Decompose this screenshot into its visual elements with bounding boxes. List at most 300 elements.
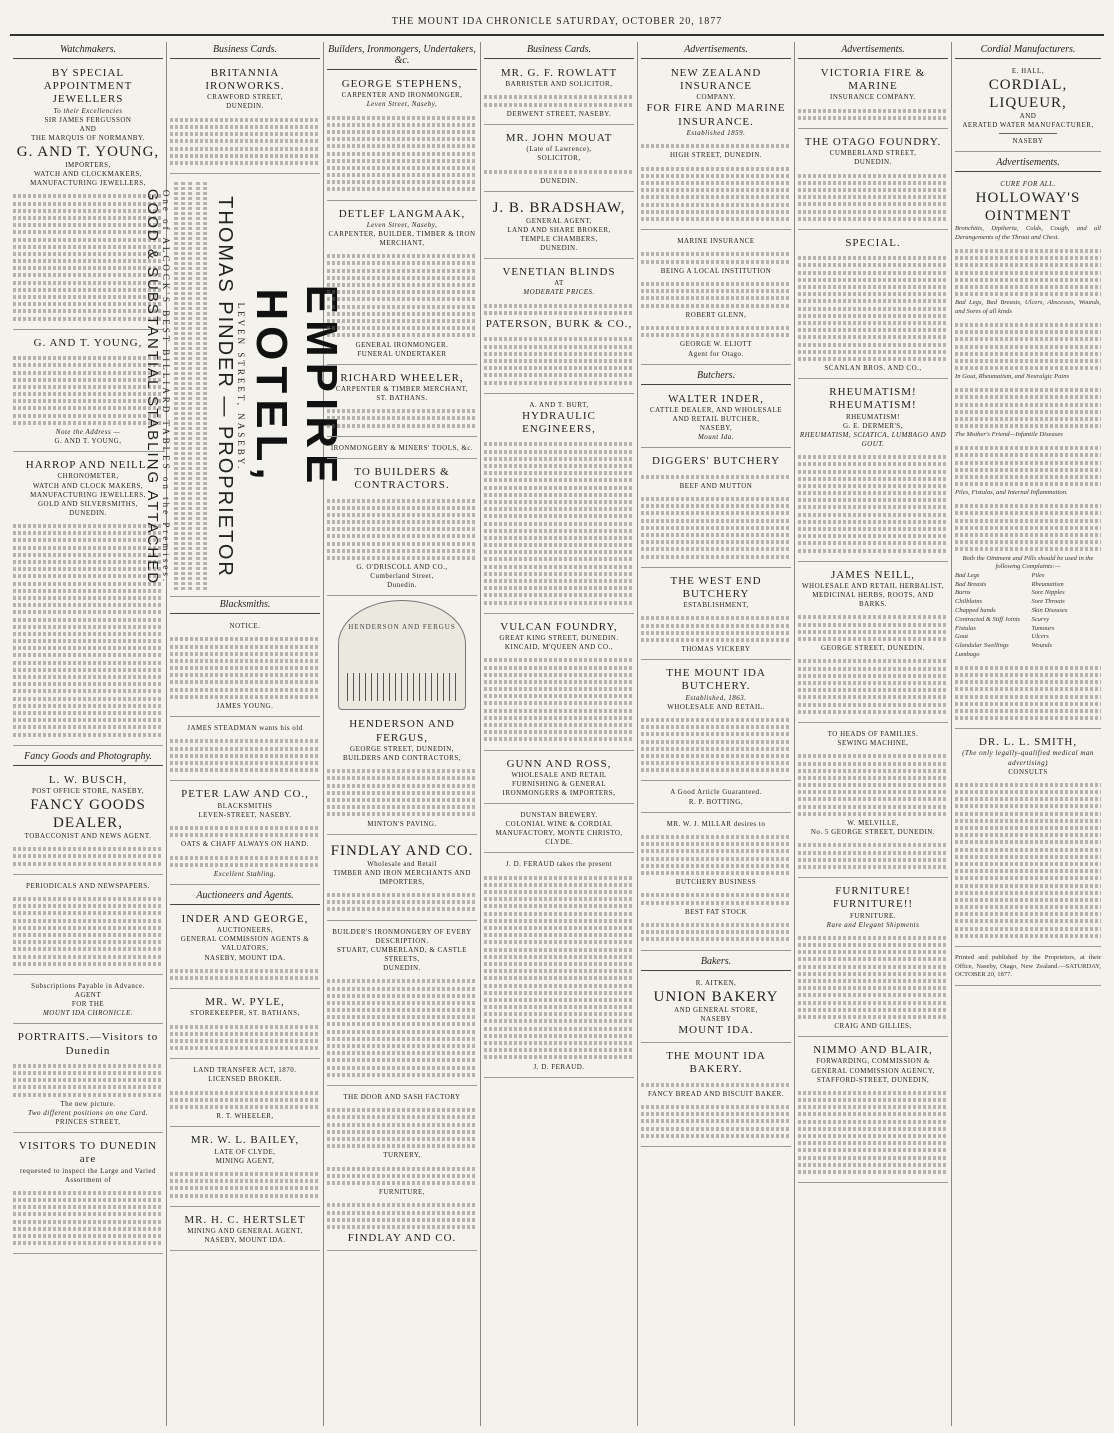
advert-botting [641,784,791,812]
complaint-item: Sore Throats [1031,598,1065,606]
advert-title: FURNITURE! FURNITURE!! [832,885,914,911]
advert-subtitle: Leven Street, Naseby, [366,220,438,229]
divider [999,133,1057,134]
advert-subtitle: SEWING MACHINE, [837,739,909,748]
advert-subtitle: DUNEDIN. [854,158,892,167]
advert-title: MR. G. F. ROWLATT [500,67,618,79]
advert-subtitle: MINING AND GENERAL AGENT, [187,1226,303,1235]
masthead-title: THE MOUNT IDA CHRONICLE SATURDAY, OCTOBER 20, 1877 [391,16,723,27]
advert-subtitle: MINING AGENT, [215,1156,275,1165]
advert-subtitle: WATCH AND CLOCK MAKERS, [32,481,144,490]
body-text [798,748,948,816]
advert-heading: The Mother's Friend—Infantile Diseases [955,431,1063,439]
body-text [327,248,477,337]
advert-title: RICHARD WHEELER, [340,371,464,384]
advert-young [13,63,163,330]
column-heading: Bakers. [641,954,791,971]
advert-subtitle: BEING A LOCAL INSTITUTION [660,266,772,275]
body-text [327,973,477,1077]
advert-neill [798,565,948,723]
body-text [327,109,477,191]
advert-trade: MANUFACTURING JEWELLERS, [30,179,146,188]
complaint-list [955,572,1101,660]
advert-title: THE WEST END BUTCHERY [670,574,762,600]
column-3 [324,42,481,1426]
advert-otago-foundry [798,132,948,230]
advert-visitors [13,1136,163,1254]
body-text [170,1018,320,1050]
advert-subtitle: LICENSED BROKER. [208,1075,282,1084]
body-text [798,930,948,1019]
advert-title: MR. JOHN MOUAT [505,131,613,144]
column-6 [795,42,952,1426]
advert-subtitle: MANUFACTURING JEWELLERS, [30,490,146,499]
advert-title: MR. W. L. BAILEY, [190,1134,300,1147]
advert-subtitle: CHRONOMETER, [57,472,119,481]
advert-name: G. AND T. YOUNG, [16,143,160,160]
advert-subtitle: NASEBY [1012,137,1044,146]
advert-subtitle: NASEBY, MOUNT IDA. [204,1236,286,1244]
complaint-item: Sore Nipples [1031,589,1065,597]
advert-subtitle: No. 5 GEORGE STREET, DUNEDIN. [810,828,936,837]
complaint-item: Glandular Swellings [955,642,1009,650]
advert-title: CORDIAL, LIQUEUR, [988,77,1068,112]
advert-title: HARROP AND NEILL, [25,459,151,472]
advert-title: SPECIAL. [845,236,901,249]
advert-rheumatism [798,382,948,562]
advert-title: GEORGE STEPHENS, [341,78,463,90]
body-text [955,243,1101,296]
body-text [641,246,791,263]
advert-subtitle: SOLICITOR, [537,154,581,163]
advert-title: PORTRAITS.—Visitors to Dunedin [17,1031,159,1057]
advert-title: VENETIAN BLINDS [502,266,616,279]
body-text [798,1085,948,1174]
advert-title: JAMES NEILL, [830,568,916,581]
advert-subtitle: KINCAID, M'QUEEN AND CO., [504,643,614,652]
advert-heading: Both the Ointment and Pills should be used in the following Complaints:— [962,554,1094,571]
advert-subtitle: MEDICINAL HERBS, ROOTS, AND BARKS. [812,591,934,609]
advert-subtitle: RHEUMATISM, SCIATICA, LUMBAGO AND GOUT. [799,430,947,448]
advert-name: PRINCES STREET, [55,1118,121,1127]
advert-bradshaw [484,195,634,259]
body-text [955,440,1101,486]
advert-nimmo-blair [798,1040,948,1183]
body-text [641,1099,791,1138]
column-heading: Advertisements. [641,42,791,59]
advert-subtitle: POST OFFICE STORE, NASEBY, [31,786,144,795]
complaint-item: Rheumatism [1031,580,1064,588]
body-text [170,1166,320,1198]
body-text [955,498,1101,551]
advert-title: INDER AND GEORGE, [181,913,309,926]
advert-signed: R. T. WHEELER, [216,1112,274,1121]
advert-text: MOUNT IDA CHRONICLE. [42,1009,134,1018]
advert-heading: Bad Legs, Bad Breasts, Ulcers, Abscesses, Wounds, and Sores of all kinds [955,299,1101,316]
hotel-name: EMPIRE HOTEL, [247,284,347,489]
advert-harrop [13,455,163,745]
advert-land-transfer [170,1062,320,1127]
advert-trade: WATCH AND CLOCKMAKERS, [33,170,143,179]
tombstone-illustration [338,600,466,710]
advert-subtitle: FOR FIRE AND MARINE [646,102,786,115]
advert-title: J. B. BRADSHAW, [492,199,626,216]
advert-subtitle: MINTON'S PAVING. [367,819,437,828]
advert-title: DETLEF LANGMAAK, [338,207,466,220]
advert-subtitle: ESTABLISHMENT, [683,601,749,610]
body-text [641,829,791,875]
body-text [484,331,634,384]
body-text [327,1197,477,1229]
column-heading: Auctioneers and Agents. [170,888,320,905]
advert-title: VISITORS TO DUNEDIN are [18,1140,158,1166]
complaint-item: Fistulas [955,624,976,632]
advert-subtitle: WHOLESALE AND RETAIL [511,770,607,779]
advert-feraud [484,856,634,1077]
advert-subtitle: DUNEDIN. [69,508,107,517]
advert-title: HYDRAULIC ENGINEERS, [522,409,596,436]
advert-henderson [327,714,477,834]
advert-subtitle: MODERATE PRICES. [523,288,595,297]
body-text [798,449,948,553]
advert-diggers-butchery [641,451,791,568]
advert-subtitle: CRAWFORD STREET, [207,93,283,102]
advert-title: UNION BAKERY [653,988,779,1005]
column-heading: Advertisements. [798,42,948,59]
advert-wheeler [327,368,477,437]
advert-special [798,233,948,379]
advert-name: W. MELVILLE, [847,819,899,827]
advert-subtitle: TEMPLE CHAMBERS, [520,234,598,243]
advert-subtitle: COLONIAL WINE & CORDIAL MANUFACTORY, MONTE CHRISTO, CLYDE. [495,820,623,847]
advert-subtitle: Two different positions on one Card. [27,1108,149,1117]
advert-subtitle: WHOLESALE AND RETAIL. [667,702,765,711]
advert-subtitle: AUCTIONEERS, [216,926,274,935]
advert-title: DUNSTAN BREWERY. [520,811,598,820]
body-text [955,317,1101,370]
complaint-item: Wounds [1031,642,1052,650]
advert-name: GEORGE W. ELIOTT [680,340,752,349]
advert-oats: OATS & CHAFF ALWAYS ON HAND. [181,840,309,849]
column-5 [638,42,795,1426]
complaint-item: Chilblains [955,598,983,606]
body-text [641,712,791,773]
body-text [484,436,634,604]
advert-subtitle: GREAT KING STREET, DUNEDIN. [499,633,619,642]
body-text [327,763,477,816]
advert-hertslet [170,1210,320,1251]
advert-periodicals [13,878,163,975]
body-text [327,1102,477,1148]
column-2 [143,42,347,1426]
advert-title: HOLLOWAY'S OINTMENT [975,190,1081,225]
column-heading: Advertisements. [955,155,1101,172]
imprint-text: Printed and published by the Proprietors, at their Office, Naseby, Otago, New Zealand.—SATURDAY, OCTOBER 20, 1877. [955,954,1101,979]
complaint-item: Chapped hands [955,606,996,614]
advert-findlay [327,838,477,921]
advert-subtitle: STAFFORD-STREET, DUNEDIN, [816,1075,930,1084]
advert-title: VICTORIA FIRE & MARINE [820,67,926,93]
advert-subtitle: BUTCHERY BUSINESS [675,878,757,887]
body-text [955,660,1101,721]
body-text [484,163,634,173]
advert-subtitle: STOREKEEPER, ST. BATHANS, [190,1009,300,1018]
advert-subtitle: DUNEDIN. [383,964,421,973]
advert-subtitle: THE MARQUIS OF NORMANBY. [31,133,145,142]
advert-name: R. AITKEN, [695,978,737,987]
advert-heads-of-families [798,726,948,878]
body-text [955,382,1101,428]
advert-name: E. HALL, [1011,67,1045,75]
fence-illustration [347,673,457,701]
column-heading: Builders, Ironmongers, Undertakers, &c. [327,42,477,70]
advert-gunn [484,754,634,804]
body-text [327,1160,477,1185]
advert-subtitle: TIMBER AND IRON MERCHANTS AND IMPORTERS, [333,868,471,886]
advert-subtitle: CARPENTER & TIMBER MERCHANT, [335,384,469,393]
advert-title: PETER LAW AND CO., [181,788,309,801]
hotel-billiard: One of ALCOCK'S BEST BILLIARD TABLES on the Premises. [160,189,171,584]
advert-text: AGENT [74,991,102,1000]
advert-subscriptions [13,978,163,1024]
newspaper-page [10,6,1104,1426]
tombstone-caption: HENDERSON AND FERGUS [348,623,456,632]
column-heading: Fancy Goods and Photography. [13,749,163,766]
body-text [484,298,634,315]
body-text [484,652,634,741]
advert-subtitle: DERWENT STREET, NASEBY. [506,109,612,118]
body-text [798,102,948,119]
advert-subtitle: LATE OF CLYDE, [214,1147,276,1156]
advert-note: Note the Address — [55,428,121,437]
advert-subtitle: BEST FAT STOCK [684,907,748,916]
complaint-item: Gout [955,633,968,641]
advert-title: FINDLAY AND CO. [330,842,474,859]
body-text [170,963,320,980]
advert-title: THE MOUNT IDA BAKERY. [666,1050,766,1076]
advert-smith [955,732,1101,947]
advert-title: TO BUILDERS & CONTRACTORS. [354,465,450,492]
advert-subtitle: LAND AND SHARE BROKER, [507,225,611,234]
advert-name: G. E. DERMER'S, [843,421,903,430]
advert-trade: IMPORTERS, [65,160,111,169]
advert-name: L. W. BUSCH, [48,773,128,786]
body-text [641,468,791,478]
advert-subtitle: BLACKSMITHS [217,801,273,810]
rotated-advert [144,182,346,592]
advert-pyle [170,992,320,1059]
column-4 [481,42,638,1426]
advert-marine-insurance [641,233,791,365]
advert-subtitle: Cumberland Street, [370,572,434,581]
advert-title: GUNN AND ROSS, [506,757,612,770]
advert-subtitle: BEEF AND MUTTON [679,481,753,490]
hotel-proprietor: THOMAS PINDER — PROPRIETOR [214,195,237,578]
advert-title: MARINE INSURANCE [677,237,755,246]
advert-busch [13,770,163,875]
advert-langmaak [327,204,477,365]
advert-subtitle: To their Excellencies [53,106,123,115]
complaint-item: Bad Legs [955,571,980,579]
body-text [13,841,163,866]
advert-subtitle: BARRISTER AND SOLICITOR, [505,80,613,89]
advert-subtitle: GENERAL COMMISSION AGENTS & VALUATORS, [180,935,310,953]
advert-subtitle: requested to inspect the Large and Varied Assortment of [19,1166,157,1184]
advert-subtitle: Wholesale and Retail [367,859,437,868]
body-text [170,820,320,837]
advert-subtitle: CONSULTS [1008,767,1048,776]
advert-subtitle: INSURANCE. [678,115,754,128]
advert-subtitle: The new picture. [60,1099,116,1108]
advert-title: THE DOOR AND SASH FACTORY [343,1092,461,1101]
advert-inder [170,909,320,989]
advert-title: G. AND T. YOUNG, [33,336,143,349]
body-text [641,491,791,559]
advert-bailey [170,1130,320,1206]
advert-subtitle: GENERAL AGENT, [526,216,592,225]
advert-subtitle: AERATED WATER MANUFACTURER, [962,121,1094,130]
advert-stabling: Excellent Stabling. [213,869,277,878]
column-heading: Business Cards. [170,42,320,59]
body-text [641,887,791,904]
advert-subtitle: AT [554,279,564,288]
advert-subtitle: AND GENERAL STORE, [674,1005,758,1014]
body-text [798,250,948,361]
advert-title: PERIODICALS AND NEWSPAPERS. [26,881,150,890]
advert-subtitle: SIR JAMES FERGUSSON [44,115,132,124]
body-text [174,182,213,592]
body-text [170,1085,320,1110]
body-text [13,1185,163,1246]
advert-subtitle: DUNEDIN. [540,244,578,253]
advert-signed: R. P. BOTTING, [688,797,744,806]
advert-stephens [327,74,477,201]
advert-subtitle: Established, 1863. [685,693,747,702]
column-heading: Watchmakers. [13,42,163,59]
advert-subtitle: Rare and Elegant Shipments [826,920,920,929]
advert-subtitle: GOLD AND SILVERSMITHS, [37,499,138,508]
complaint-item: Bad Breasts [955,580,987,588]
advert-subtitle: FORWARDING, COMMISSION & GENERAL COMMISSION AGENCY, [811,1057,935,1075]
advert-title: FANCY GOODS DEALER, [30,796,146,831]
advert-subtitle: TURNERY, [383,1151,421,1160]
complaint-item: Scurvy [1031,615,1050,623]
column-heading: Blacksmiths. [170,597,320,614]
advert-notice [170,618,320,717]
complaint-item: Tumours [1031,624,1055,632]
advert-title: J. D. FERAUD takes the present [505,860,613,869]
advert-text: FOR THE [71,1000,105,1009]
advert-subtitle: WHOLESALE AND RETAIL HERBALIST, [801,581,945,590]
advert-venetian-blinds [484,262,634,394]
hotel-stabling: GOOD & SUBSTANTIAL STABLING ATTACHED [143,188,161,585]
body-text [13,1058,163,1097]
advert-mouat [484,128,634,192]
advert-title: HENDERSON AND FERGUS, [349,718,455,744]
advert-title: MR. W. PYLE, [205,996,285,1009]
advert-title: THE OTAGO FOUNDRY. [804,136,942,149]
advert-subtitle: NASEBY [700,1014,732,1023]
advert-title: DR. L. L. SMITH, [978,736,1078,749]
column-heading: Business Cards. [484,42,634,59]
body-text [641,1076,791,1086]
advert-heading: Piles, Fistulas, and Internal Inflammation. [955,489,1068,497]
advert-title: JAMES STEADMAN wants his old [187,724,303,733]
advert-subtitle: FANCY BREAD AND BISCUIT BAKER. [647,1089,785,1098]
body-text [641,276,791,308]
advert-title: THE MOUNT IDA BUTCHERY. [666,667,766,693]
advert-title: BY SPECIAL APPOINTMENT JEWELLERS [43,67,133,106]
advert-empire-hotel [143,177,347,597]
body-text [798,837,948,869]
advert-signed: J. D. FERAUD. [533,1062,585,1071]
advert-subtitle: COMPANY. [696,93,736,102]
complaint-item: Contracted & Stiff Joints [955,615,1021,623]
advert-law [170,784,320,885]
advert-signed: JAMES YOUNG. [216,702,274,711]
complaint-item: Ulcers [1031,633,1049,641]
body-text [13,891,163,966]
advert-subtitle: AND [1019,112,1037,121]
advert-name: G. AND T. YOUNG, [54,437,122,446]
body-text [641,610,791,642]
advert-subtitle: GEORGE STREET, DUNEDIN. [821,644,925,653]
advert-subtitle: FUNERAL UNDERTAKER [357,349,447,358]
advert-title: VULCAN FOUNDRY, [500,620,618,633]
advert-subtitle: MOUNT IDA. [678,1023,754,1036]
body-text [13,188,163,320]
advert-subtitle: TOBACCONIST AND NEWS AGENT. [24,831,152,840]
body-text [170,849,320,866]
body-text [170,112,320,165]
advert-title: IRONMONGERY & MINERS' TOOLS, &c. [330,443,474,452]
masthead [10,6,1104,36]
advert-title: RHEUMATISM! RHEUMATISM! [829,386,917,412]
advert-title: NEW ZEALAND INSURANCE [670,67,762,93]
body-text [955,777,1101,938]
advert-title: LAND TRANSFER ACT, 1870. [193,1066,297,1075]
advert-title: TO HEADS OF FAMILIES. [827,729,919,738]
advert-subtitle: HIGH STREET, DUNEDIN. [669,151,763,160]
column-heading: Butchers. [641,368,791,385]
advert-dunstan [484,807,634,853]
columns [10,42,1104,1426]
advert-vulcan [484,617,634,751]
advert-subtitle: NASEBY, [699,424,733,432]
advert-title: MR. H. C. HERTSLET [184,1213,306,1226]
advert-name: A. AND T. BURT, [529,400,589,409]
advert-nz-insurance [641,63,791,230]
advert-portraits [13,1027,163,1133]
advert-name: CRAIG AND GILLIES, [834,1022,912,1031]
advert-title: BUILDER'S IRONMONGERY OF EVERY DESCRIPTION. [332,927,472,945]
advert-title: NOTICE. [229,622,261,631]
advert-inder-butcher [641,389,791,449]
advert-subtitle: Mount Ida. [697,433,735,442]
column-heading: Cordial Manufacturers. [955,42,1101,59]
advert-mount-ida-butchery [641,663,791,781]
advert-subtitle: CATTLE DEALER, AND WHOLESALE AND RETAIL BUTCHER, [649,405,783,423]
body-text [641,917,791,942]
body-text [327,492,477,560]
complaint-item: Burns [955,589,971,597]
body-text [641,320,791,337]
advert-subtitle: FURNITURE. [849,911,897,920]
body-text [484,870,634,1060]
advert-subtitle: NASEBY, MOUNT IDA. [204,953,286,962]
advert-signed: THOMAS VICKERY [681,645,751,654]
advert-subtitle: DUNEDIN. [226,102,264,111]
